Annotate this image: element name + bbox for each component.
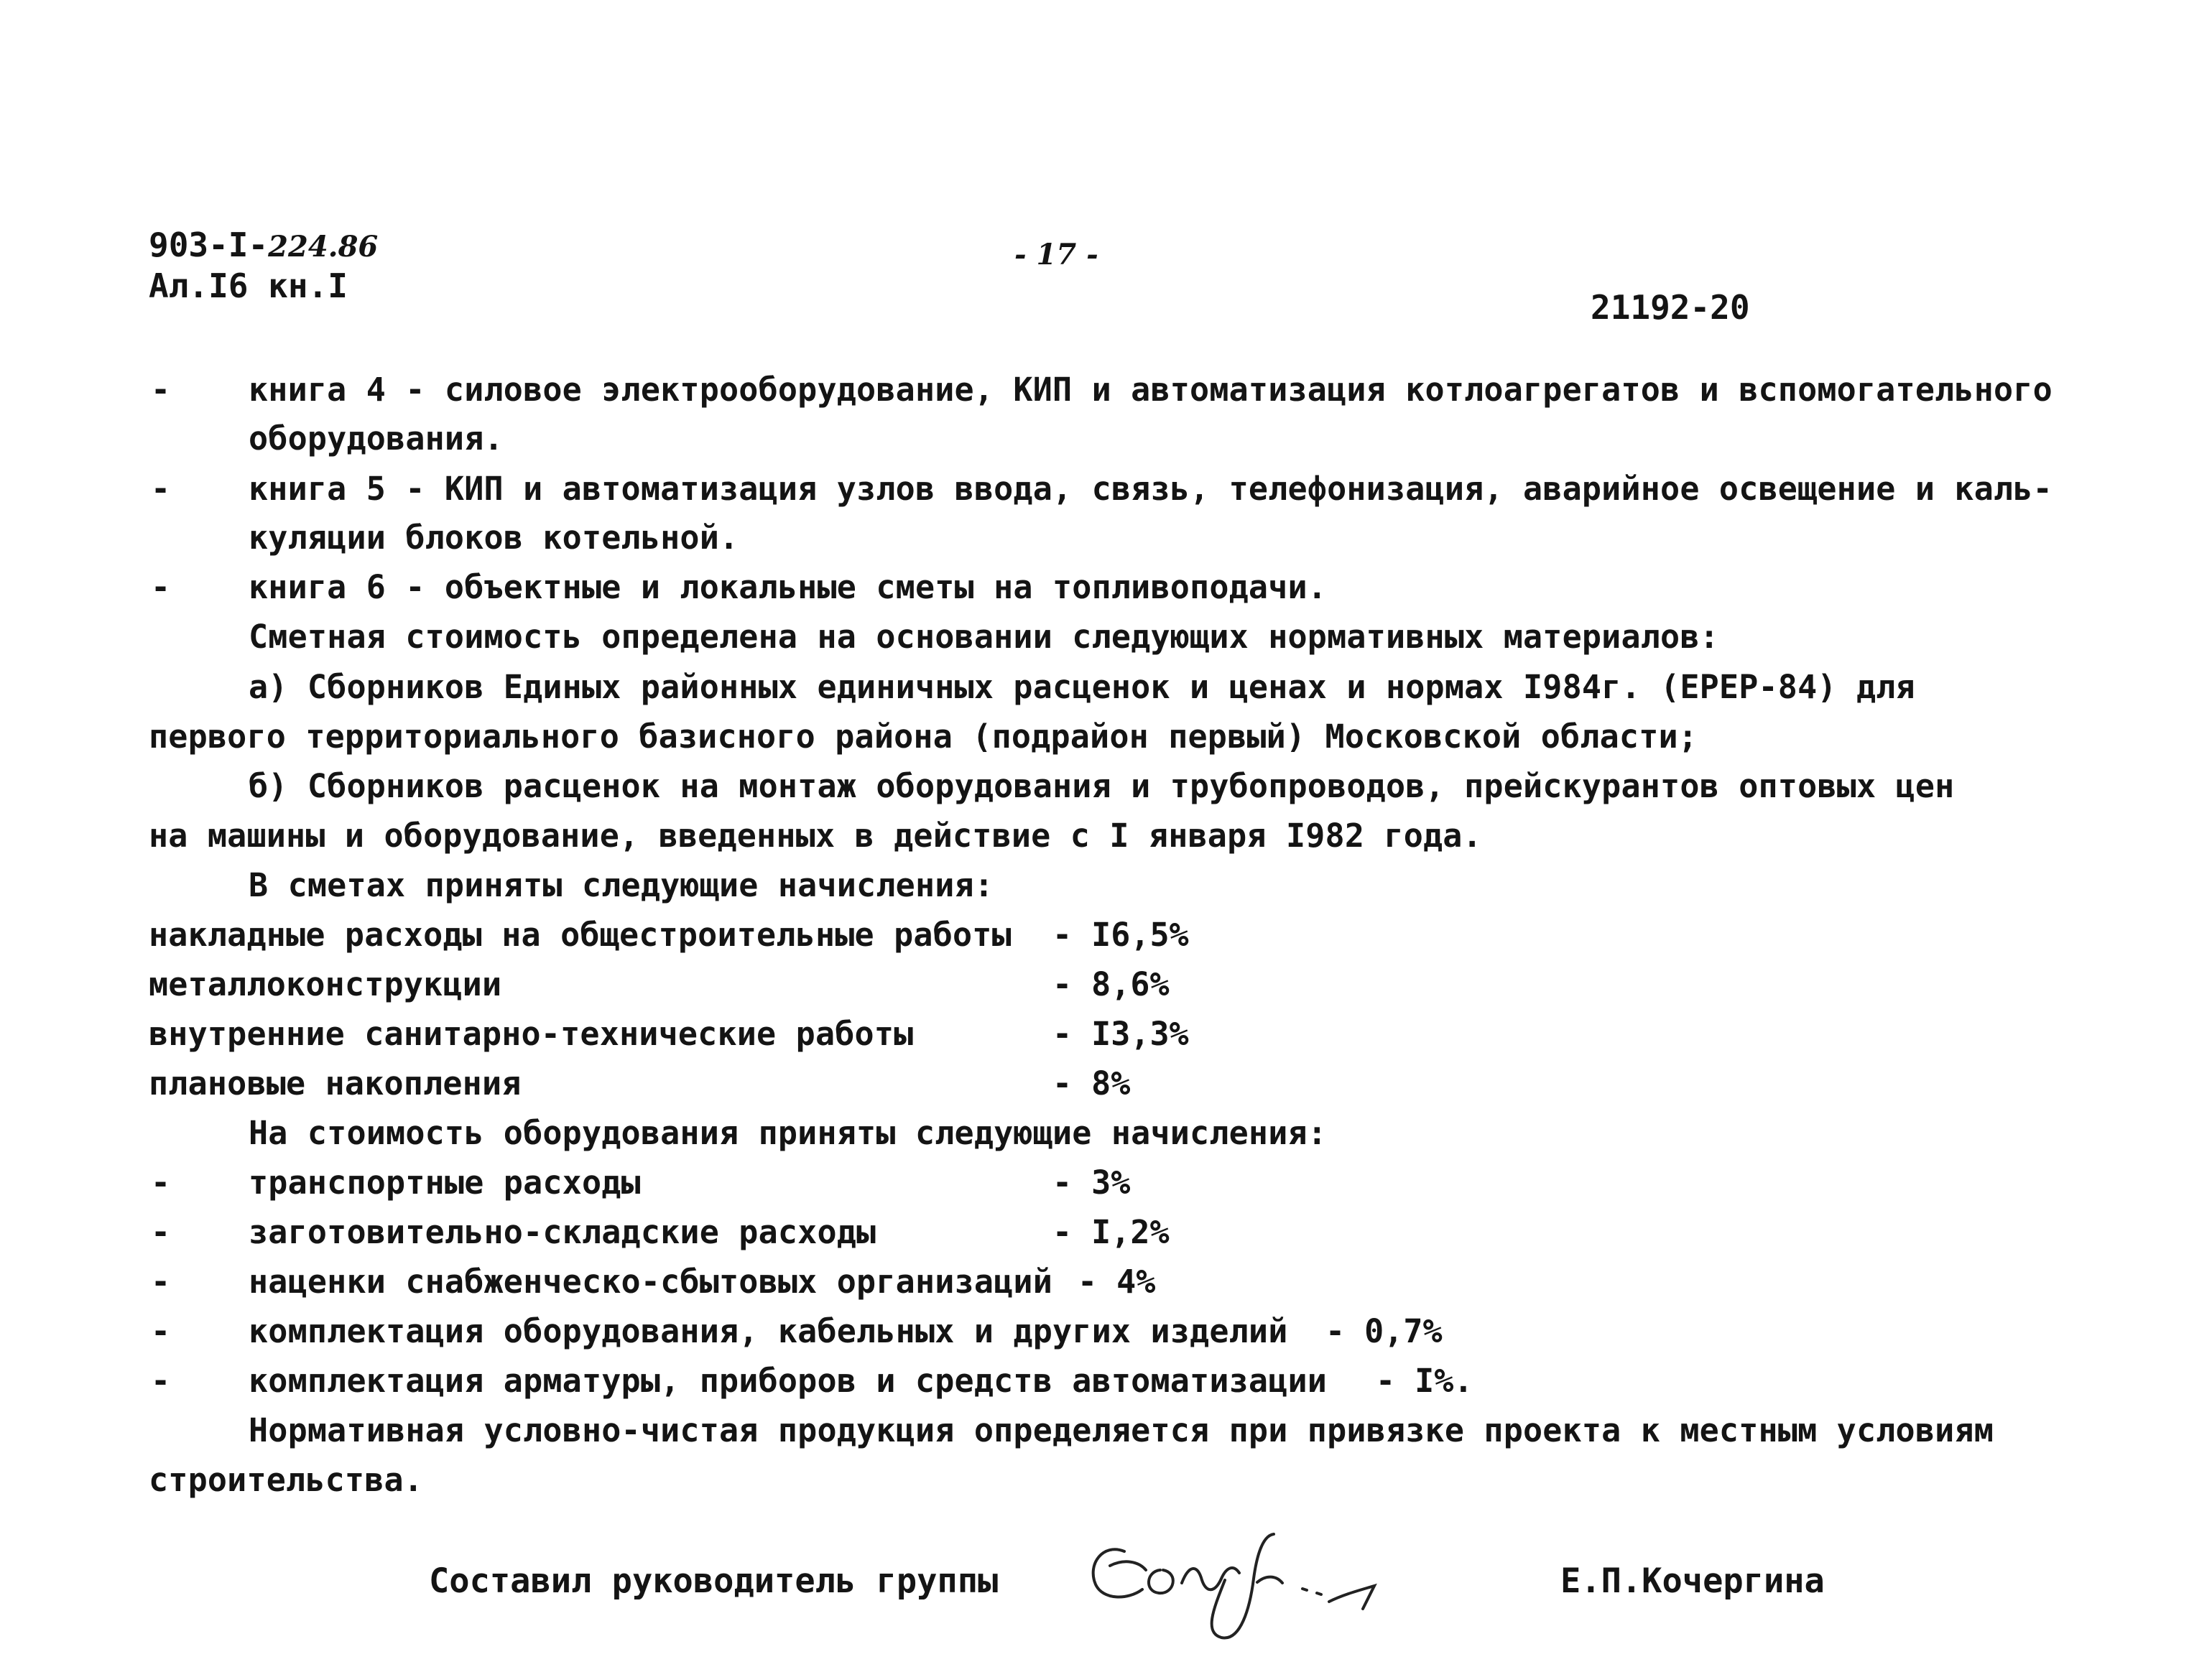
charges-intro-line: В сметах приняты следующие начисления:	[249, 866, 994, 904]
album-book: Ал.I6 кн.I	[149, 266, 348, 305]
charge-label: плановые накопления	[149, 1064, 522, 1102]
net-output-line-2: строительства.	[149, 1461, 424, 1499]
inventory-number: 21192-20	[1591, 288, 1750, 327]
book5-line-1: книга 5 - КИП и автоматизация узлов ввода, связь, телефонизация, аварийное освещение и каль-	[249, 470, 2053, 508]
book4-line-1: книга 4 - силовое электрооборудование, КИП и автоматизация котлоагрегатов и вспомогательного	[249, 371, 2053, 409]
book5-line-2: куляции блоков котельной.	[249, 519, 739, 557]
item-b-line-1: б) Сборников расценок на монтаж оборудования и трубопроводов, прейскурантов оптовых цен	[249, 767, 1955, 805]
item-a-line-1: а) Сборников Единых районных единичных расценок и ценах и нормах I984г. (ЕРЕР-84) для	[249, 668, 1915, 706]
charge-label: накладные расходы на общестроительные работы	[149, 916, 1012, 954]
item-a-line-2: первого территориального базисного района (подрайон первый) Московской области;	[149, 718, 1698, 756]
net-output-line-1: Нормативная условно-чистая продукция определяется при привязке проекта к местным условиям	[249, 1411, 1994, 1449]
charge-value: - I3,3%	[1052, 1015, 1189, 1053]
equipment-charge-value: - 3%	[1052, 1164, 1131, 1202]
doc-code-handwritten: 224.86	[268, 230, 379, 264]
equipment-charge-label: заготовительно-складские расходы	[249, 1213, 876, 1251]
book6-line: книга 6 - объектные и локальные сметы на топливоподачи.	[249, 568, 1328, 606]
bullet-dash: -	[151, 1164, 171, 1202]
bullet-dash: -	[151, 1213, 171, 1251]
item-b-line-2: на машины и оборудование, введенных в действие с I января I982 года.	[149, 817, 1482, 855]
handwritten-signature	[1074, 1514, 1419, 1658]
estimate-basis-line: Сметная стоимость определена на основании следующих нормативных материалов:	[249, 618, 1719, 656]
signer-name: Е.П.Кочергина	[1560, 1561, 1825, 1601]
equipment-charge-value: - I%.	[1376, 1362, 1473, 1400]
charge-label: металлоконструкции	[149, 965, 502, 1003]
doc-code	[149, 226, 379, 264]
book4-line-2: оборудования.	[249, 419, 504, 458]
equipment-charge-value: - 4%	[1078, 1263, 1156, 1301]
charge-value: - 8%	[1052, 1064, 1131, 1102]
signer-role: Составил руководитель группы	[429, 1561, 999, 1601]
equipment-charge-label: наценки снабженческо-сбытовых организаций	[249, 1263, 1052, 1301]
equipment-charge-value: - 0,7%	[1325, 1312, 1443, 1350]
charge-label: внутренние санитарно-технические работы	[149, 1015, 914, 1053]
equipment-charge-label: транспортные расходы	[249, 1164, 641, 1202]
bullet-dash: -	[151, 1312, 171, 1350]
doc-code-prefix: 903-I-	[149, 226, 269, 264]
charge-value: - 8,6%	[1052, 965, 1170, 1003]
bullet-dash: -	[151, 568, 171, 606]
page-number: - 17 -	[1014, 238, 1098, 271]
equipment-charge-value: - I,2%	[1052, 1213, 1170, 1251]
bullet-dash: -	[151, 470, 171, 508]
bullet-dash: -	[151, 371, 171, 409]
equipment-intro-line: На стоимость оборудования приняты следующие начисления:	[249, 1114, 1328, 1152]
charge-value: - I6,5%	[1052, 916, 1189, 954]
bullet-dash: -	[151, 1362, 171, 1400]
bullet-dash: -	[151, 1263, 171, 1301]
equipment-charge-label: комплектация оборудования, кабельных и других изделий	[249, 1312, 1288, 1350]
equipment-charge-label: комплектация арматуры, приборов и средств автоматизации	[249, 1362, 1328, 1400]
